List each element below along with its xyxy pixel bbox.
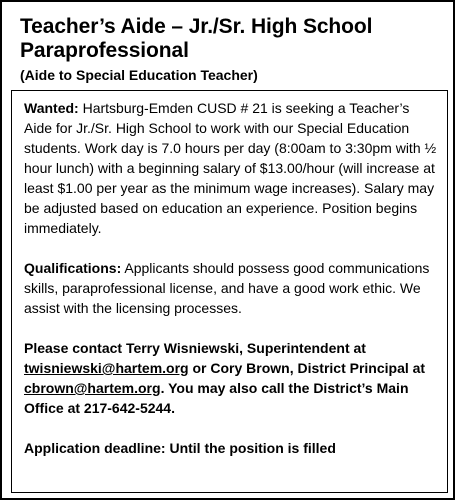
contact-text-3: . You may also call the District’s Main Office at 217-642-5244. xyxy=(24,380,409,416)
contact-text-2: or Cory Brown, District Principal at xyxy=(188,360,426,376)
wanted-label: Wanted: xyxy=(24,100,79,116)
deadline-paragraph: Application deadline: Until the position is filled xyxy=(24,440,336,456)
contact-text-1: Please contact Terry Wisniewski, Superintendent at xyxy=(24,340,366,356)
wanted-text: Hartsburg-Emden CUSD # 21 is seeking a Teacher’s Aide for Jr./Sr. High School to work with our Special Education students. Work day is 7.0 hours per day (8:00am to 3:30pm with ½ hour lunch) with a beginning salary of $13.00/hour (will increase at least $1.00 per year as the minimum wage increases). Salary may be adjusted based on education an experience. Position begins immediately. xyxy=(24,100,437,236)
ad-title: Teacher’s Aide – Jr./Sr. High School Paraprofessional xyxy=(20,15,373,62)
qualifications-label: Qualifications: xyxy=(24,260,122,276)
email-link-cbrown[interactable]: cbrown@hartem.org xyxy=(24,380,161,396)
ad-subtitle: (Aide to Special Education Teacher) xyxy=(20,67,258,83)
contact-paragraph xyxy=(24,338,437,418)
ad-body xyxy=(11,90,448,493)
email-link-twisniewski[interactable]: twisniewski@hartem.org xyxy=(24,360,189,376)
wanted-paragraph xyxy=(24,98,437,238)
qualifications-paragraph xyxy=(24,258,437,318)
qualifications-text: Applicants should possess good communications skills, paraprofessional license, and have a good work ethic. We assist with the licensing processes. xyxy=(24,260,430,316)
